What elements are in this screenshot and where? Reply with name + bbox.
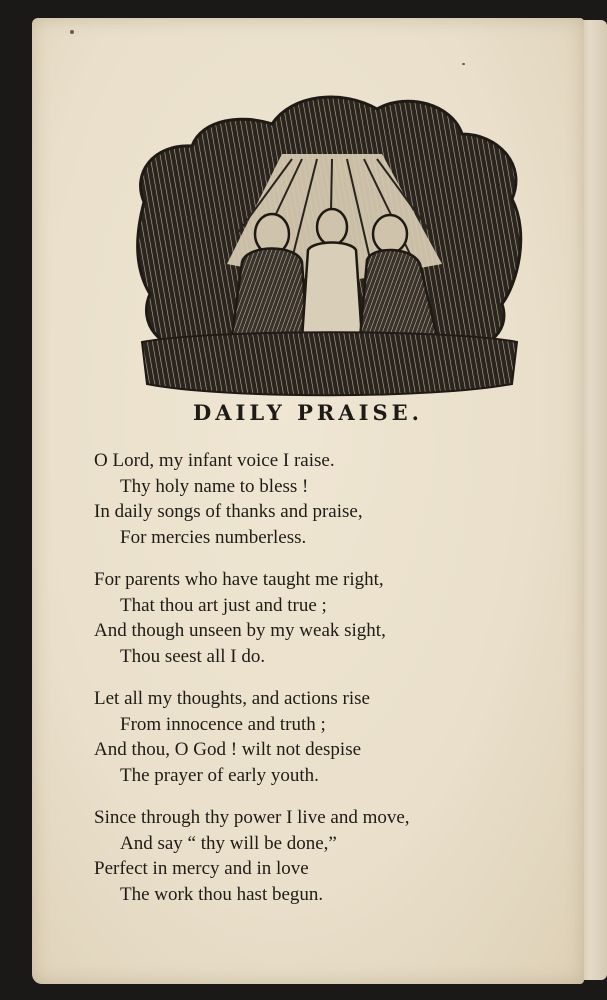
poem-line: From innocence and truth ;	[120, 713, 326, 735]
poem-line: And thou, O God ! wilt not despise	[94, 739, 362, 760]
poem-line: Since through thy power I live and move,	[94, 807, 410, 828]
poem-line: Perfect in mercy and in love	[94, 858, 309, 879]
poem-line: O Lord, my infant voice I raise.	[94, 450, 335, 471]
foxing-spot	[70, 30, 74, 34]
foxing-spot	[462, 63, 465, 65]
poem-line: For mercies numberless.	[120, 526, 307, 548]
poem-line: And say “ thy will be done,”	[120, 832, 337, 854]
poem-title: DAILY PRAISE.	[193, 400, 423, 425]
stanza	[94, 686, 574, 788]
poem-body	[94, 448, 574, 924]
poem-line: And though unseen by my weak sight,	[94, 620, 386, 641]
poem-line: Thy holy name to bless !	[120, 475, 309, 497]
poem-line: That thou art just and true ;	[120, 594, 327, 616]
poem-line: Let all my thoughts, and actions rise	[94, 688, 370, 709]
woodcut-three-children-praying-icon	[132, 84, 527, 404]
poem-line: In daily songs of thanks and praise,	[94, 501, 363, 522]
stanza	[94, 567, 574, 669]
stanza	[94, 448, 574, 550]
poem-line: Thou seest all I do.	[120, 645, 266, 667]
poem-line: The work thou hast begun.	[120, 883, 324, 905]
poem-line: For parents who have taught me right,	[94, 569, 384, 590]
stanza	[94, 805, 574, 907]
book-page	[32, 18, 584, 984]
poem-line: The prayer of early youth.	[120, 764, 319, 786]
